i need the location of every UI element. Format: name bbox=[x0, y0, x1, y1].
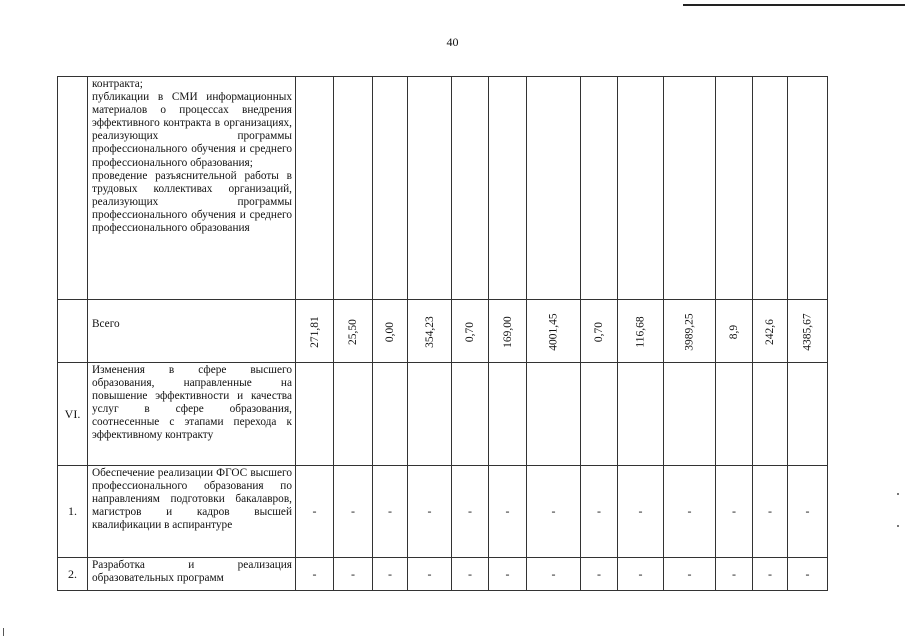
total-value: 354,23 bbox=[423, 315, 436, 348]
value-cell bbox=[581, 77, 618, 300]
cell-value: - bbox=[732, 566, 736, 581]
value-cell bbox=[753, 558, 788, 591]
total-value: 25,50 bbox=[347, 318, 359, 345]
row-description: Разработка и реализация образовательных программ bbox=[92, 559, 292, 585]
value-cell bbox=[452, 466, 489, 558]
value-cell bbox=[664, 466, 716, 558]
table-row bbox=[58, 300, 828, 363]
scan-artifact bbox=[3, 628, 4, 636]
table-row bbox=[58, 466, 828, 558]
value-cell bbox=[664, 363, 716, 466]
table-row bbox=[58, 363, 828, 466]
value-cell bbox=[489, 466, 527, 558]
value-cell bbox=[334, 77, 373, 300]
scan-artifact bbox=[897, 525, 899, 527]
value-cell bbox=[753, 77, 788, 300]
cell-value: - bbox=[388, 566, 392, 581]
value-cell bbox=[716, 300, 753, 363]
value-cell bbox=[618, 363, 664, 466]
cell-value: - bbox=[597, 504, 601, 518]
value-cell bbox=[527, 363, 581, 466]
value-cell bbox=[716, 466, 753, 558]
total-value: 3989,25 bbox=[683, 312, 696, 351]
row-number-cell bbox=[58, 466, 88, 558]
cell-value: - bbox=[468, 566, 472, 581]
cell-value: - bbox=[732, 504, 736, 518]
value-cell bbox=[581, 558, 618, 591]
value-cell bbox=[527, 558, 581, 591]
value-cell bbox=[334, 363, 373, 466]
row-description: Изменения в сфере высшего образования, направленные на повышение эффективности и качества услуг в сфере образования, соотнесенные с этапами перехода к эффективному контракту bbox=[92, 364, 292, 442]
value-cell bbox=[581, 466, 618, 558]
value-cell bbox=[334, 558, 373, 591]
cell-value: - bbox=[505, 504, 510, 518]
row-number-cell bbox=[58, 300, 88, 363]
value-cell bbox=[408, 466, 452, 558]
total-value: 116,68 bbox=[634, 315, 647, 348]
cell-value: - bbox=[351, 566, 355, 581]
row-description-cell bbox=[88, 558, 296, 591]
cell-value: - bbox=[427, 566, 432, 581]
value-cell bbox=[489, 558, 527, 591]
row-number: 1. bbox=[68, 504, 77, 518]
value-cell bbox=[618, 77, 664, 300]
value-cell bbox=[452, 77, 489, 300]
total-value: 0,70 bbox=[464, 321, 476, 342]
cell-value: - bbox=[551, 566, 556, 581]
value-cell bbox=[296, 466, 334, 558]
row-number: 2. bbox=[68, 566, 77, 581]
value-cell bbox=[788, 300, 828, 363]
value-cell bbox=[373, 300, 408, 363]
value-cell bbox=[788, 558, 828, 591]
total-value: 0,00 bbox=[384, 321, 396, 342]
value-cell bbox=[452, 558, 489, 591]
value-cell bbox=[373, 466, 408, 558]
cell-value: - bbox=[427, 504, 432, 518]
cell-value: - bbox=[551, 504, 556, 518]
value-cell bbox=[716, 558, 753, 591]
row-description: контракта; публикации в СМИ информационных материалов о процессах внедрения эффективного контракта в организациях, реализующих программы профессионального обучения и среднего профессионального образования; проведение разъяснительной работы в трудовых коллективах организаций, реализующих программы профессионального обучения и среднего профессионального образования bbox=[92, 78, 292, 235]
value-cell bbox=[527, 300, 581, 363]
cell-value: - bbox=[768, 504, 772, 518]
value-cell bbox=[452, 300, 489, 363]
page-number: 40 bbox=[446, 35, 459, 49]
value-cell bbox=[618, 558, 664, 591]
cell-value: - bbox=[388, 504, 392, 518]
cell-value: - bbox=[805, 504, 810, 518]
top-rule bbox=[683, 4, 905, 6]
value-cell bbox=[788, 77, 828, 300]
value-cell bbox=[716, 363, 753, 466]
value-cell bbox=[408, 363, 452, 466]
value-cell bbox=[334, 466, 373, 558]
value-cell bbox=[527, 466, 581, 558]
row-description-cell bbox=[88, 363, 296, 466]
cell-value: - bbox=[768, 566, 772, 581]
table-row bbox=[58, 77, 828, 300]
value-cell bbox=[618, 300, 664, 363]
value-cell bbox=[408, 77, 452, 300]
cell-value: - bbox=[638, 566, 643, 581]
budget-table bbox=[57, 76, 828, 591]
row-description-cell bbox=[88, 300, 296, 363]
total-value: 0,70 bbox=[593, 321, 605, 342]
cell-value: - bbox=[351, 504, 355, 518]
value-cell bbox=[788, 466, 828, 558]
scan-artifact bbox=[897, 493, 899, 495]
value-cell bbox=[716, 77, 753, 300]
value-cell bbox=[527, 77, 581, 300]
value-cell bbox=[334, 300, 373, 363]
value-cell bbox=[581, 300, 618, 363]
value-cell bbox=[296, 300, 334, 363]
total-value: 169,00 bbox=[501, 315, 514, 348]
total-value: 4001,45 bbox=[547, 312, 560, 351]
value-cell bbox=[296, 558, 334, 591]
cell-value: - bbox=[638, 504, 643, 518]
row-description: Обеспечение реализации ФГОС высшего профессионального образования по направлениям подготовки бакалавров, магистров и кадров высшей квалификации в аспирантуре bbox=[92, 467, 292, 532]
value-cell bbox=[788, 363, 828, 466]
value-cell bbox=[753, 363, 788, 466]
value-cell bbox=[296, 77, 334, 300]
cell-value: - bbox=[805, 566, 810, 581]
value-cell bbox=[753, 466, 788, 558]
value-cell bbox=[753, 300, 788, 363]
cell-value: - bbox=[597, 566, 601, 581]
value-cell bbox=[489, 363, 527, 466]
row-description-cell bbox=[88, 466, 296, 558]
value-cell bbox=[373, 363, 408, 466]
cell-value: - bbox=[468, 504, 472, 518]
value-cell bbox=[489, 300, 527, 363]
cell-value: - bbox=[687, 504, 692, 518]
total-value: 8,9 bbox=[728, 324, 740, 339]
value-cell bbox=[296, 363, 334, 466]
value-cell bbox=[664, 300, 716, 363]
value-cell bbox=[373, 558, 408, 591]
row-description-cell bbox=[88, 77, 296, 300]
total-value: 242,6 bbox=[764, 318, 776, 345]
cell-value: - bbox=[505, 566, 510, 581]
row-number-cell bbox=[58, 77, 88, 300]
value-cell bbox=[408, 558, 452, 591]
cell-value: - bbox=[687, 566, 692, 581]
value-cell bbox=[664, 558, 716, 591]
value-cell bbox=[373, 77, 408, 300]
value-cell bbox=[581, 363, 618, 466]
value-cell bbox=[664, 77, 716, 300]
value-cell bbox=[618, 466, 664, 558]
table-row bbox=[58, 558, 828, 591]
cell-value: - bbox=[312, 566, 317, 581]
total-value: 4385,67 bbox=[801, 312, 814, 351]
value-cell bbox=[489, 77, 527, 300]
value-cell bbox=[408, 300, 452, 363]
cell-value: - bbox=[312, 504, 317, 518]
total-value: 271,81 bbox=[308, 315, 321, 348]
row-number: VI. bbox=[64, 406, 81, 421]
value-cell bbox=[452, 363, 489, 466]
row-description: Всего bbox=[92, 318, 120, 330]
row-number-cell bbox=[58, 363, 88, 466]
row-number-cell bbox=[58, 558, 88, 591]
